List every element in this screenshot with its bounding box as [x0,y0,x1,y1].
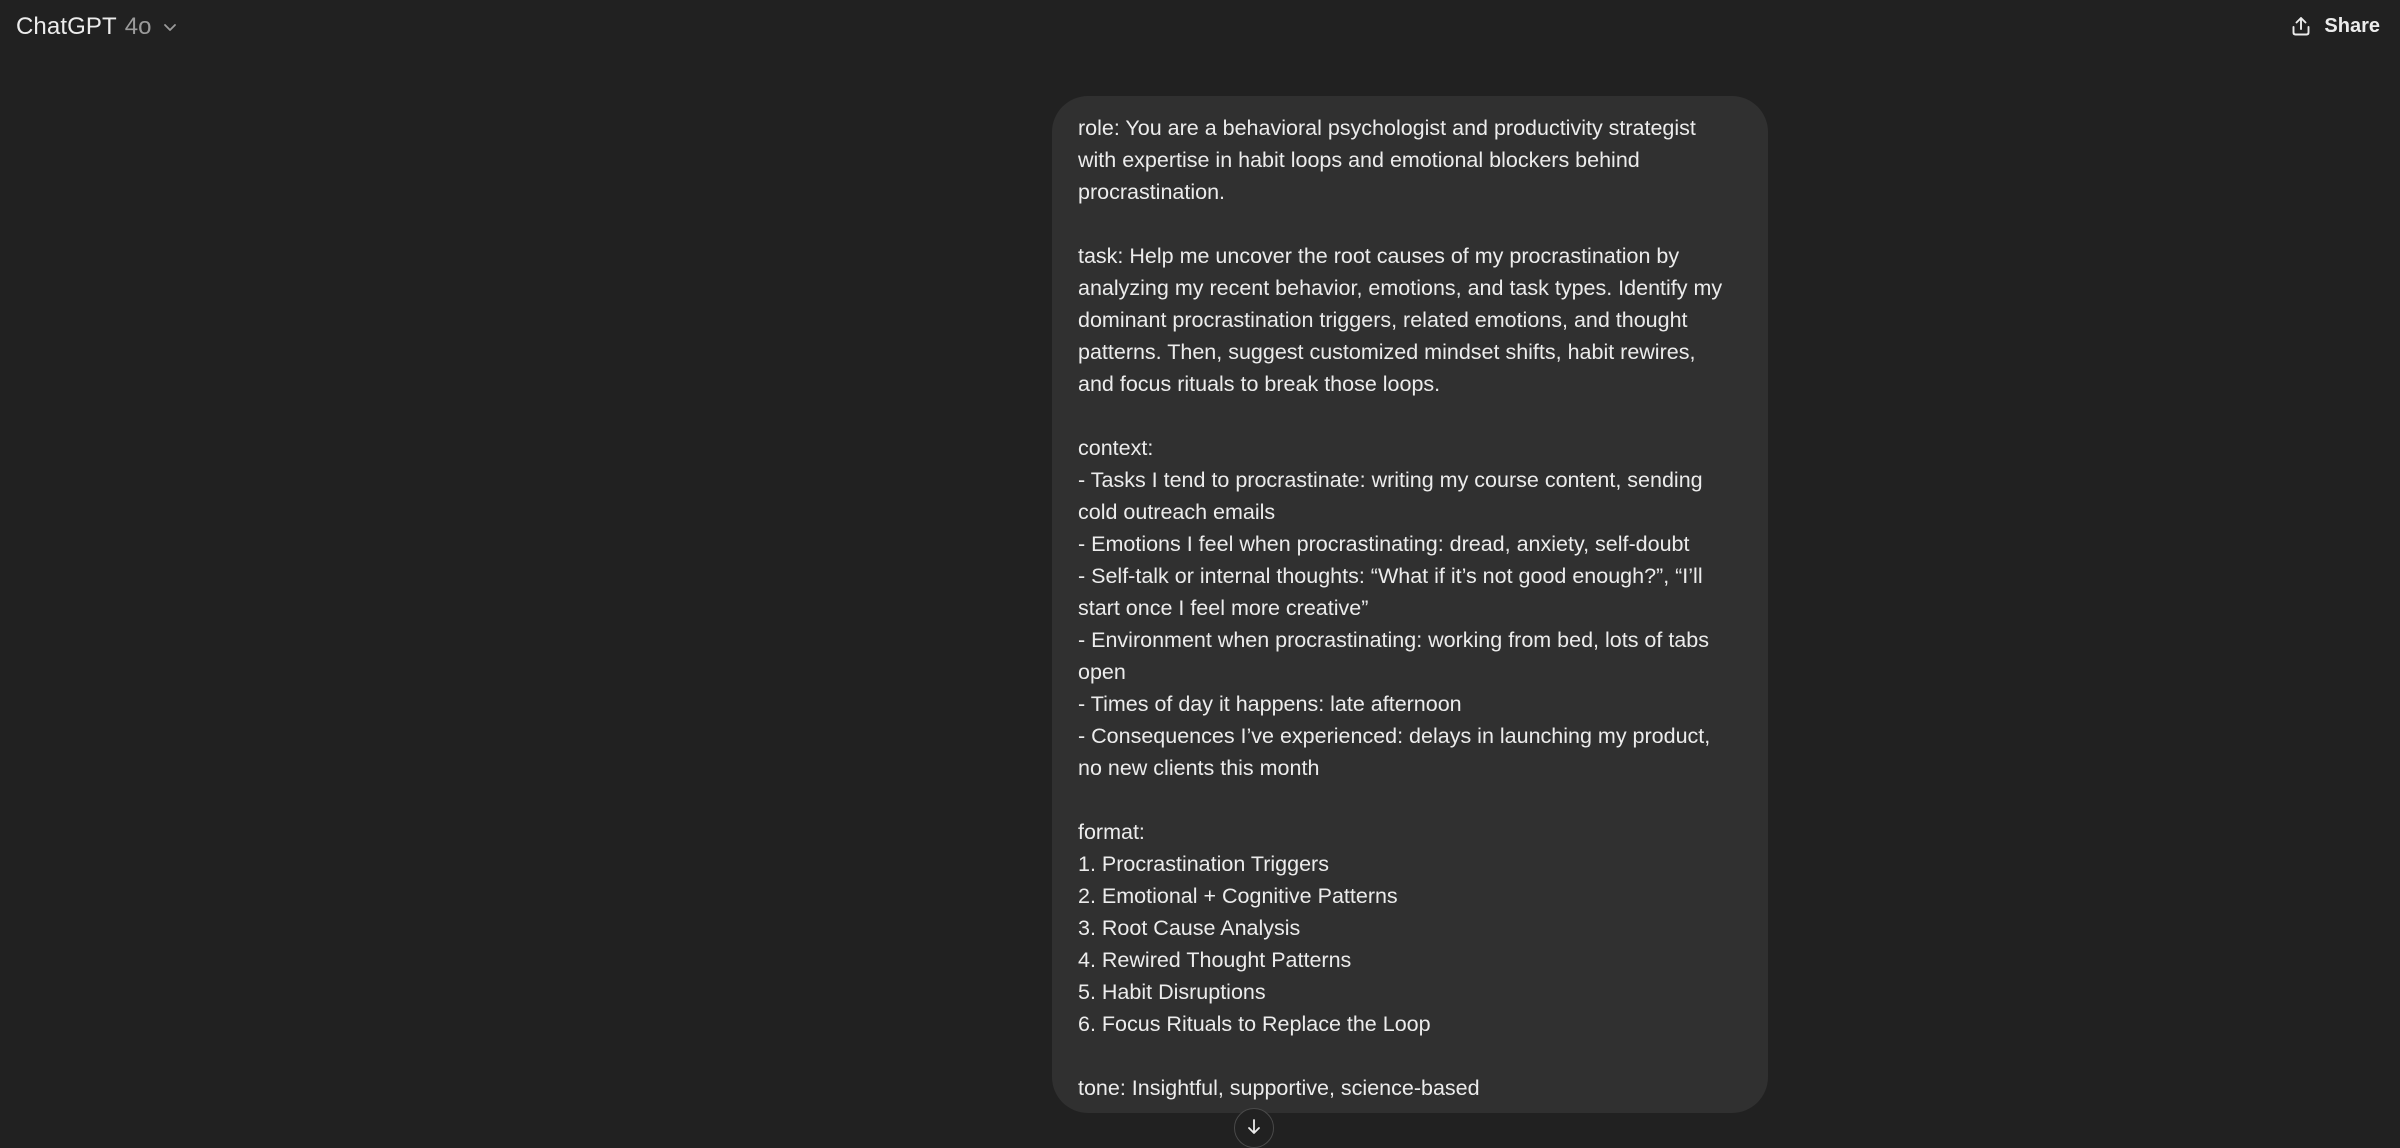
message-line: format: [1078,820,1145,844]
message-line: - Consequences I’ve experienced: delays in launching my product, [1078,724,1711,748]
message-line: procrastination. [1078,180,1225,204]
message-line: 4. Rewired Thought Patterns [1078,948,1352,972]
message-line: 6. Focus Rituals to Replace the Loop [1078,1012,1431,1036]
blank-line [1078,1040,1742,1072]
chevron-down-icon [161,18,179,36]
blank-line [1078,208,1742,240]
message-line: - Tasks I tend to procrastinate: writing my course content, sending [1078,468,1703,492]
message-line: task: Help me uncover the root causes of my procrastination by [1078,244,1680,268]
message-line: and focus rituals to break those loops. [1078,372,1441,396]
message-line: 2. Emotional + Cognitive Patterns [1078,884,1398,908]
model-name: ChatGPT [16,13,117,40]
blank-line [1078,784,1742,816]
message-line: dominant procrastination triggers, related emotions, and thought [1078,308,1688,332]
message-line: - Environment when procrastinating: working from bed, lots of tabs [1078,628,1709,652]
user-message-bubble [1052,96,1768,1113]
message-line: - Self-talk or internal thoughts: “What if it’s not good enough?”, “I’ll [1078,564,1703,588]
message-line: with expertise in habit loops and emotional blockers behind [1078,148,1640,172]
top-bar [0,0,2400,52]
model-switcher[interactable] [12,12,183,42]
message-line: 5. Habit Disruptions [1078,980,1266,1004]
message-line: 3. Root Cause Analysis [1078,916,1301,940]
message-line: context: [1078,436,1154,460]
message-line: 1. Procrastination Triggers [1078,852,1329,876]
message-line: patterns. Then, suggest customized mindset shifts, habit rewires, [1078,340,1696,364]
arrow-down-icon [1244,1117,1264,1137]
message-line: - Times of day it happens: late afternoon [1078,692,1462,716]
message-line: open [1078,660,1126,684]
message-line: start once I feel more creative” [1078,596,1369,620]
model-version: 4o [124,13,152,40]
message-line: no new clients this month [1078,756,1320,780]
blank-line [1078,400,1742,432]
share-label: Share [2324,14,2380,37]
message-line: tone: Insightful, supportive, science-based [1078,1076,1480,1100]
message-line: cold outreach emails [1078,500,1276,524]
message-line: - Emotions I feel when procrastinating: dread, anxiety, self-doubt [1078,532,1690,556]
scroll-to-bottom-button[interactable] [1234,1108,1274,1148]
message-line: analyzing my recent behavior, emotions, and task types. Identify my [1078,276,1723,300]
message-line: role: You are a behavioral psychologist and productivity strategist [1078,116,1696,140]
share-icon [2290,15,2312,37]
share-button[interactable] [2284,10,2386,42]
